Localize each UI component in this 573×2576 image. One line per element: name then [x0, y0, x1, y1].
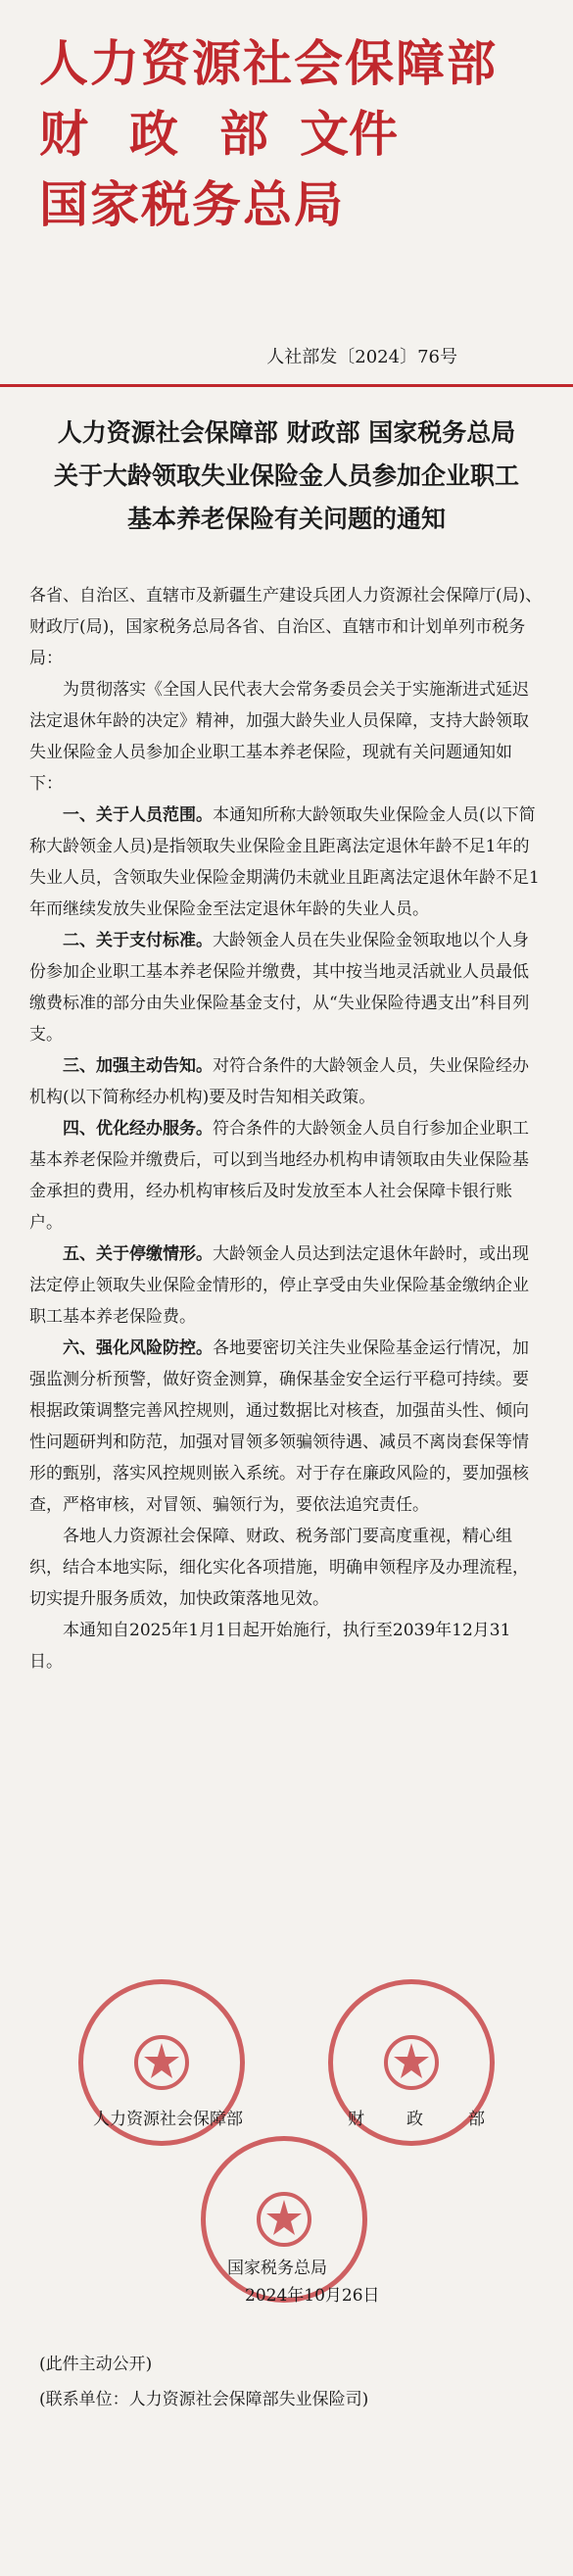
- signer-sta: 国家税务总局: [227, 2259, 327, 2278]
- section-heading: 二、关于支付标准。: [63, 931, 213, 950]
- header-line-mohrss: 人力资源社会保障部: [39, 35, 498, 92]
- header-line-sta: 国家税务总局: [39, 176, 345, 233]
- header-char: 政: [129, 106, 178, 163]
- effective-date-paragraph: 本通知自2025年1月1日起开始施行，执行至2039年12月31日。: [29, 1621, 511, 1672]
- intro-paragraph: 为贯彻落实《全国人民代表大会常务委员会关于实施渐进式延迟法定退休年龄的决定》精神，加强大龄失业人员保障，支持大龄领取失业保险金人员参加企业职工基本养老保险，现就有关问题通知如下：: [29, 680, 529, 794]
- document-body: [29, 580, 544, 1677]
- section-3: [29, 1050, 544, 1113]
- red-header: [39, 29, 498, 241]
- contact-unit: (联系单位：人力资源社会保障部失业保险司): [39, 2390, 369, 2409]
- section-heading: 五、关于停缴情形。: [63, 1244, 213, 1264]
- section-heading: 四、优化经办服务。: [63, 1119, 213, 1139]
- section-text: 本通知所称大龄领取失业保险金人员(以下简称大龄领金人员)是指领取失业保险金且距离法定退休年龄不足1年的失业人员，含领取失业保险金期满仍未就业且距离法定退休年龄不足1年而继续发放失业保险金至法定退休年龄的失业人员。: [29, 805, 540, 919]
- section-5: [29, 1239, 544, 1333]
- header-char: 财: [39, 106, 88, 163]
- national-emblem-icon: [132, 2033, 191, 2092]
- title-line-1: 人力资源社会保障部 财政部 国家税务总局: [57, 418, 516, 447]
- section-text: 大龄领金人员达到法定退休年龄时，或出现法定停止领取失业保险金情形的，停止享受由失业保险基金缴纳企业职工基本养老保险费。: [29, 1244, 529, 1327]
- national-emblem-icon: [255, 2190, 313, 2249]
- title-line-3: 基本养老保险有关问题的通知: [126, 505, 446, 533]
- signer-mof-3: 部: [468, 2110, 485, 2129]
- section-1: [29, 800, 544, 925]
- section-4: [29, 1113, 544, 1239]
- section-text: 大龄领金人员在失业保险金领取地以个人身份参加企业职工基本养老保险并缴费，其中按当地灵活就业人员最低缴费标准的部分由失业保险基金支付，从“失业保险待遇支出”科目列支。: [29, 931, 530, 1045]
- signer-mof-2: 政: [406, 2110, 423, 2129]
- title-line-2: 关于大龄领取失业保险金人员参加企业职工: [53, 462, 519, 490]
- section-heading: 一、关于人员范围。: [63, 805, 213, 825]
- section-heading: 三、加强主动告知。: [63, 1056, 213, 1076]
- national-emblem-icon: [382, 2033, 441, 2092]
- section-2: [29, 925, 544, 1050]
- signer-mof-1: 财: [348, 2110, 364, 2129]
- header-line-mof: [39, 100, 498, 170]
- section-6: [29, 1333, 544, 1521]
- section-heading: 六、强化风险防控。: [63, 1338, 213, 1358]
- header-wenjian: 文件: [300, 106, 398, 163]
- issue-date: 2024年10月26日: [245, 2286, 380, 2306]
- section-text: 对符合条件的大龄领金人员，失业保险经办机构(以下简称经办机构)要及时告知相关政策。: [29, 1056, 529, 1107]
- red-divider: [0, 384, 573, 387]
- section-text: 符合条件的大龄领金人员自行参加企业职工基本养老保险并缴费后，可以到当地经办机构申请领取由失业保险基金承担的费用，经办机构审核后及时发放至本人社会保障卡银行账户。: [29, 1119, 529, 1233]
- document-number: 人社部发〔2024〕76号: [266, 347, 457, 367]
- disclosure-note: (此件主动公开): [39, 2355, 153, 2374]
- addressee: 各省、自治区、直辖市及新疆生产建设兵团人力资源社会保障厅(局)、财政厅(局)，国家税务总局各省、自治区、直辖市和计划单列市税务局：: [29, 586, 543, 668]
- header-char: 部: [219, 106, 268, 163]
- section-text: 各地要密切关注失业保险基金运行情况，加强监测分析预警，做好资金测算，确保基金安全运行平稳可持续。要根据政策调整完善风控规则，通过数据比对核查，加强苗头性、倾向性问题研判和防范，加强对冒领多领骗领待遇、减员不离岗套保等情形的甄别，落实风控规则嵌入系统。对于存在廉政风险的，要加强核查，严格审核，对冒领、骗领行为，要依法追究责任。: [29, 1338, 529, 1515]
- signer-mohrss: 人力资源社会保障部: [93, 2110, 243, 2129]
- closing-paragraph: 各地人力资源社会保障、财政、税务部门要高度重视，精心组织，结合本地实际，细化实化各项措施，明确申领程序及办理流程，切实提升服务质效，加快政策落地见效。: [29, 1527, 529, 1609]
